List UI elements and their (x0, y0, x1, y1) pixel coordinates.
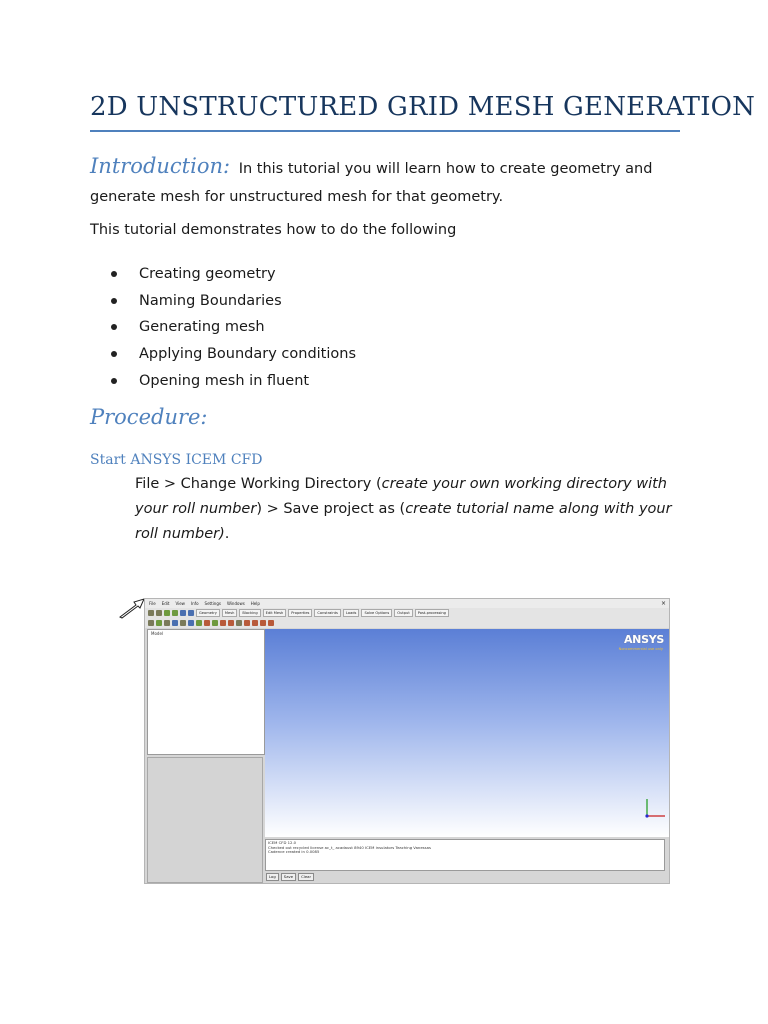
tab-post-processing[interactable]: Post-processing (415, 609, 449, 617)
close-icon[interactable]: × (660, 600, 666, 607)
tool-icon[interactable] (220, 620, 226, 626)
menu-edit[interactable]: Edit (161, 601, 170, 606)
toolbar-row-icons (145, 618, 669, 628)
list-item: Generating mesh (108, 314, 356, 341)
tab-properties[interactable]: Properties (288, 609, 312, 617)
toolbar-row-tabs (145, 608, 669, 618)
log-button[interactable]: Log (266, 873, 279, 881)
bullet-icon (111, 378, 117, 384)
tool-icon[interactable] (252, 620, 258, 626)
tool-icon[interactable] (180, 620, 186, 626)
procedure-step: File > Change Working Directory (create your own working directory with your roll number) > Save project as (create tutorial name along with your roll number). (135, 476, 672, 542)
graphics-viewport[interactable] (265, 629, 670, 837)
model-tree[interactable] (147, 629, 265, 755)
message-buttons (266, 873, 314, 881)
open-icon[interactable] (148, 610, 154, 616)
tab-loads[interactable]: Loads (343, 609, 360, 617)
tab-output[interactable]: Output (394, 609, 412, 617)
save-button[interactable]: Save (281, 873, 296, 881)
tool-icon[interactable] (244, 620, 250, 626)
tool-icon[interactable] (212, 620, 218, 626)
tool-icon[interactable] (148, 620, 154, 626)
clear-button[interactable]: Clear (298, 873, 314, 881)
tool-icon[interactable] (156, 620, 162, 626)
tab-constraints[interactable]: Constraints (314, 609, 341, 617)
procedure-heading: Procedure: (90, 405, 208, 429)
procedure-subheading: Start ANSYS ICEM CFD (90, 452, 263, 468)
menu-view[interactable]: View (175, 601, 185, 606)
tool-icon[interactable] (268, 620, 274, 626)
data-entry-panel (147, 757, 263, 883)
list-item: Creating geometry (108, 261, 356, 288)
bullet-icon (111, 298, 117, 304)
pointer-arrow-icon (118, 597, 146, 619)
mesh-icon[interactable] (172, 610, 178, 616)
axes-triad-icon (643, 796, 669, 820)
demonstrates-paragraph: This tutorial demonstrates how to do the following (90, 222, 457, 238)
tool-icon[interactable] (188, 620, 194, 626)
menu-file[interactable]: File (149, 601, 156, 606)
icem-cfd-screenshot (144, 598, 670, 884)
introduction-text: In this tutorial you will learn how to create geometry and generate mesh for unstructured mesh for that geometry. (90, 161, 653, 205)
ansys-logo: ANSYS (623, 633, 664, 646)
geometry-icon[interactable] (164, 610, 170, 616)
tab-geometry[interactable]: Geometry (196, 609, 220, 617)
introduction-heading: Introduction: (90, 154, 231, 178)
title-underline (90, 130, 680, 132)
undo-icon[interactable] (180, 610, 186, 616)
tab-solve-options[interactable]: Solve Options (361, 609, 392, 617)
tab-blocking[interactable]: Blocking (239, 609, 260, 617)
bullet-icon (111, 324, 117, 330)
list-item: Opening mesh in fluent (108, 367, 356, 394)
menu-bar (145, 599, 669, 608)
message-window: ICEM CFD 12.0 Checked out recycled license ac_t_ acadaust 8940 ICEM insulators Teaching Vanessas Cadence created in 0.0085 (265, 839, 665, 871)
redo-icon[interactable] (188, 610, 194, 616)
tool-icon[interactable] (236, 620, 242, 626)
list-item: Applying Boundary conditions (108, 341, 356, 368)
tool-icon[interactable] (260, 620, 266, 626)
tool-icon[interactable] (228, 620, 234, 626)
menu-info[interactable]: Info (190, 601, 199, 606)
tab-mesh[interactable]: Mesh (222, 609, 237, 617)
bullet-icon (111, 271, 117, 277)
tool-icon[interactable] (164, 620, 170, 626)
save-icon[interactable] (156, 610, 162, 616)
tool-icon[interactable] (196, 620, 202, 626)
tool-icon[interactable] (204, 620, 210, 626)
list-item: Naming Boundaries (108, 288, 356, 315)
tree-item-model[interactable]: Model (151, 631, 164, 636)
bullet-icon (111, 351, 117, 357)
tool-icon[interactable] (172, 620, 178, 626)
menu-windows[interactable]: Windows (226, 601, 245, 606)
logo-caption: Noncommercial use only (618, 647, 663, 651)
menu-help[interactable]: Help (250, 601, 260, 606)
introduction-paragraph (90, 152, 690, 211)
tab-edit-mesh[interactable]: Edit Mesh (263, 609, 287, 617)
menu-settings[interactable]: Settings (204, 601, 221, 606)
bullet-list (108, 261, 356, 394)
page-title: 2D UNSTRUCTURED GRID MESH GENERATION (90, 92, 756, 122)
